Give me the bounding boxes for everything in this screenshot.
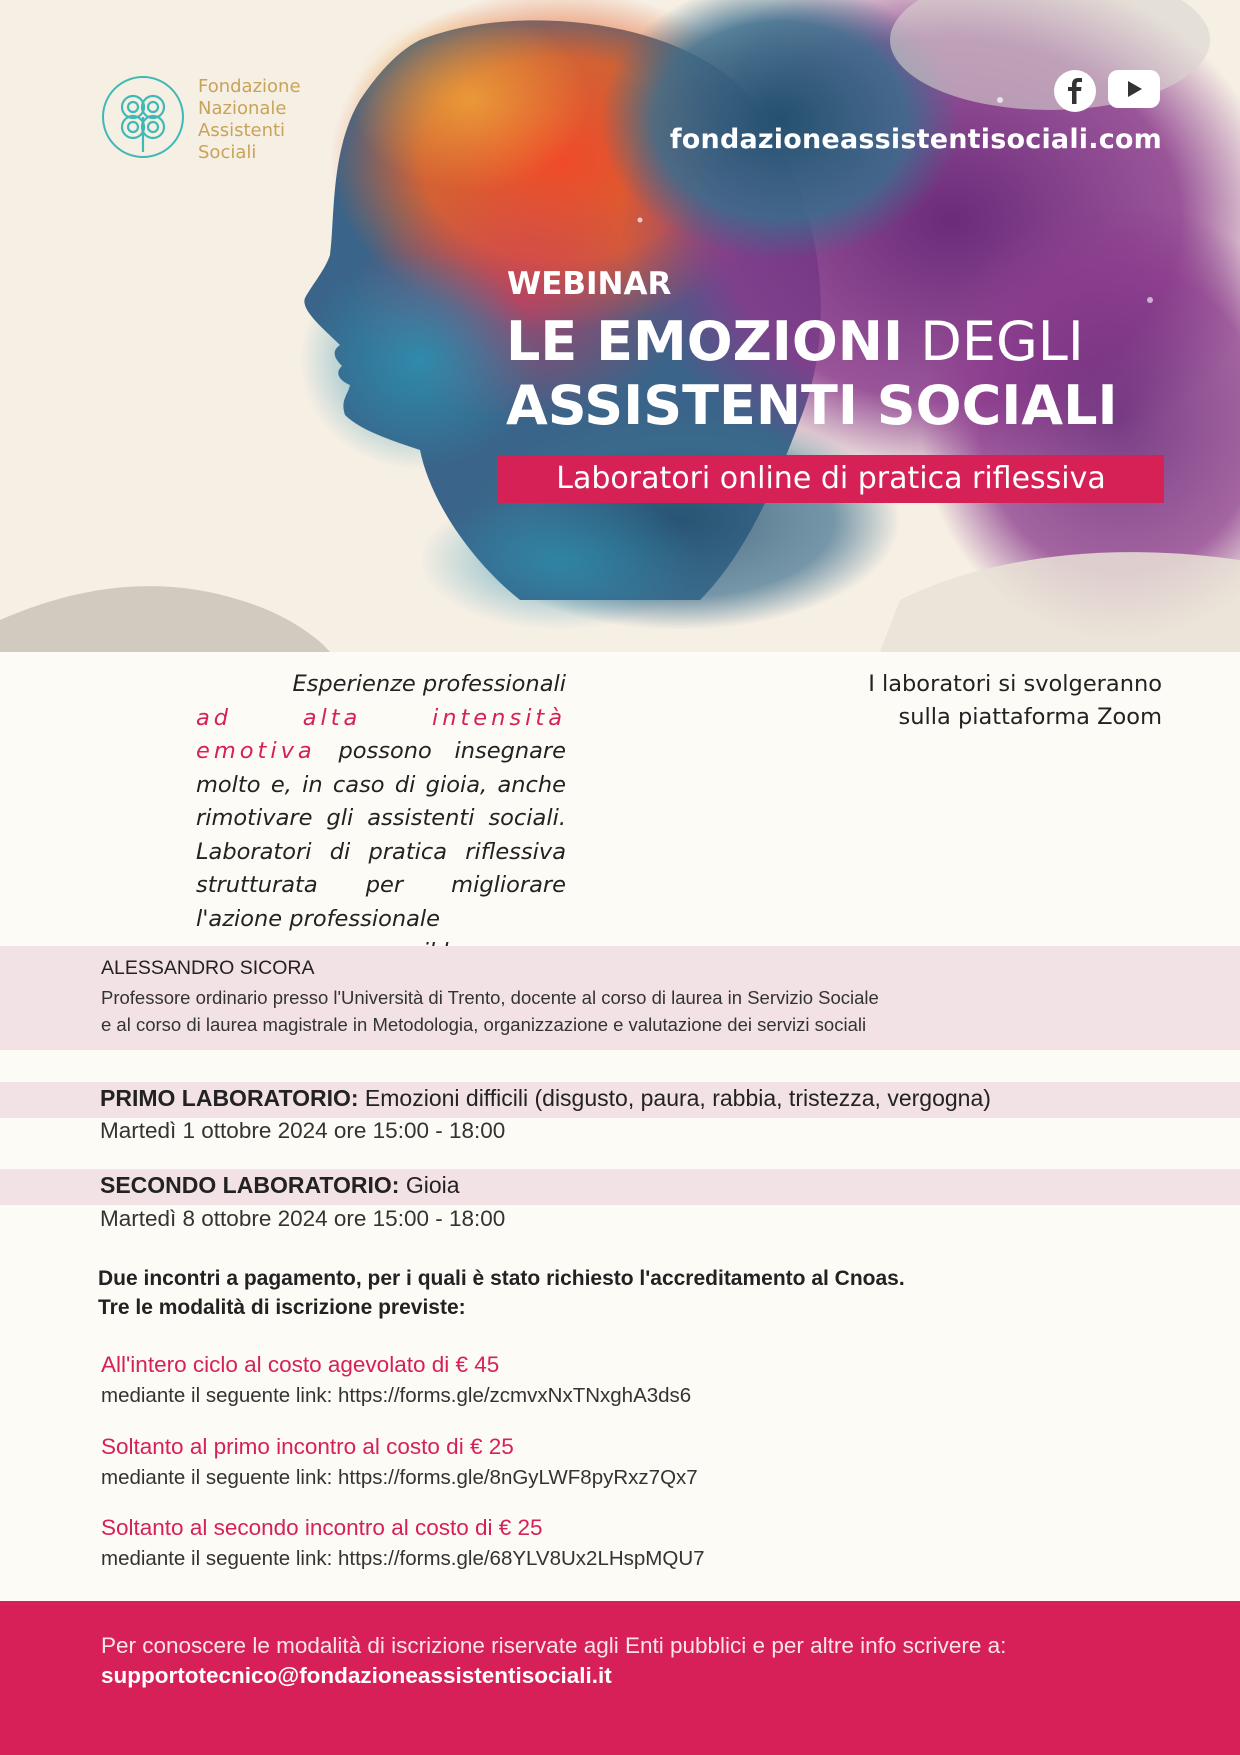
speaker-name: ALESSANDRO SICORA (101, 957, 315, 979)
logo-line: Fondazione (198, 76, 301, 97)
intro-text (196, 668, 566, 970)
registration-option (101, 1513, 705, 1575)
logo-line: Assistenti (198, 120, 286, 141)
lab-date: Martedì 8 ottobre 2024 ore 15:00 - 18:00 (100, 1206, 506, 1231)
lab-date: Martedì 1 ottobre 2024 ore 15:00 - 18:00 (100, 1118, 506, 1143)
lab-topic: Emozioni difficili (disgusto, paura, rabbia, tristezza, vergogna) (358, 1085, 991, 1111)
subtitle-banner: Laboratori online di pratica riflessiva (498, 455, 1164, 503)
speaker-description (101, 984, 1161, 1038)
option-heading: Soltanto al secondo incontro al costo di € 25 (101, 1515, 543, 1540)
option-heading: All'intero ciclo al costo agevolato di € 45 (101, 1352, 500, 1377)
registration-note (98, 1264, 905, 1322)
logo (100, 74, 301, 164)
social-links (1054, 70, 1160, 112)
note-line-2: Tre le modalità di iscrizione previste: (98, 1296, 466, 1319)
registration-option (101, 1432, 698, 1494)
intro-highlight: ad alta intensità emotiva (196, 704, 566, 764)
page-title (506, 310, 1118, 438)
registration-option (101, 1350, 691, 1412)
intro-line-1: Esperienze professionali (292, 671, 566, 697)
logo-text (198, 76, 301, 164)
option-link[interactable]: mediante il seguente link: https://forms.gle/8nGyLWF8pyRxz7Qx7 (101, 1466, 698, 1489)
lab-heading (100, 1172, 460, 1199)
lab-label: SECONDO LABORATORIO: (100, 1172, 400, 1198)
platform-line-1: I laboratori si svolgeranno (868, 671, 1162, 697)
lab-heading (100, 1085, 991, 1112)
speaker-desc-line-2: e al corso di laurea magistrale in Metodologia, organizzazione e valutazione dei servizi sociali (101, 1014, 867, 1035)
title-line-2: ASSISTENTI SOCIALI (506, 374, 1118, 437)
option-link[interactable]: mediante il seguente link: https://forms.gle/68YLV8Ux2LHspMQU7 (101, 1547, 705, 1570)
website-link[interactable]: fondazioneassistentisociali.com (669, 124, 1162, 155)
platform-line-2: sulla piattaforma Zoom (898, 704, 1162, 730)
foundation-logo-icon (100, 74, 186, 160)
lab-topic: Gioia (399, 1172, 460, 1198)
title-rest: DEGLI (903, 310, 1084, 373)
option-heading: Soltanto al primo incontro al costo di € 25 (101, 1434, 514, 1459)
footer (0, 1601, 1240, 1755)
lab-label: PRIMO LABORATORIO: (100, 1085, 359, 1111)
title-bold: LE EMOZIONI (506, 310, 904, 373)
option-link[interactable]: mediante il seguente link: https://forms.gle/zcmvxNxTNxghA3ds6 (101, 1384, 692, 1407)
title-line-1 (506, 310, 1118, 374)
webinar-kicker: WEBINAR (507, 266, 672, 302)
youtube-icon[interactable] (1108, 70, 1160, 108)
footer-text: Per conoscere le modalità di iscrizione riservate agli Enti pubblici e per altre info scrivere a: (101, 1633, 1007, 1658)
logo-line: Nazionale (198, 98, 287, 119)
support-email-link[interactable]: supportotecnico@fondazioneassistentisociali.it (101, 1663, 612, 1688)
intro-body: possono insegnare molto e, in caso di gioia, anche rimotivare gli assistenti sociali. Laboratori di pratica riflessiva strutturata per migliorare l'azione professionale (196, 738, 567, 932)
hero-banner (0, 0, 1240, 652)
facebook-icon[interactable] (1054, 70, 1096, 112)
logo-line: Sociali (198, 142, 257, 163)
platform-note (782, 668, 1162, 734)
note-line-1: Due incontri a pagamento, per i quali è stato richiesto l'accreditamento al Cnoas. (98, 1267, 905, 1290)
speaker-desc-line-1: Professore ordinario presso l'Università di Trento, docente al corso di laurea in Servizio Sociale (101, 987, 879, 1008)
